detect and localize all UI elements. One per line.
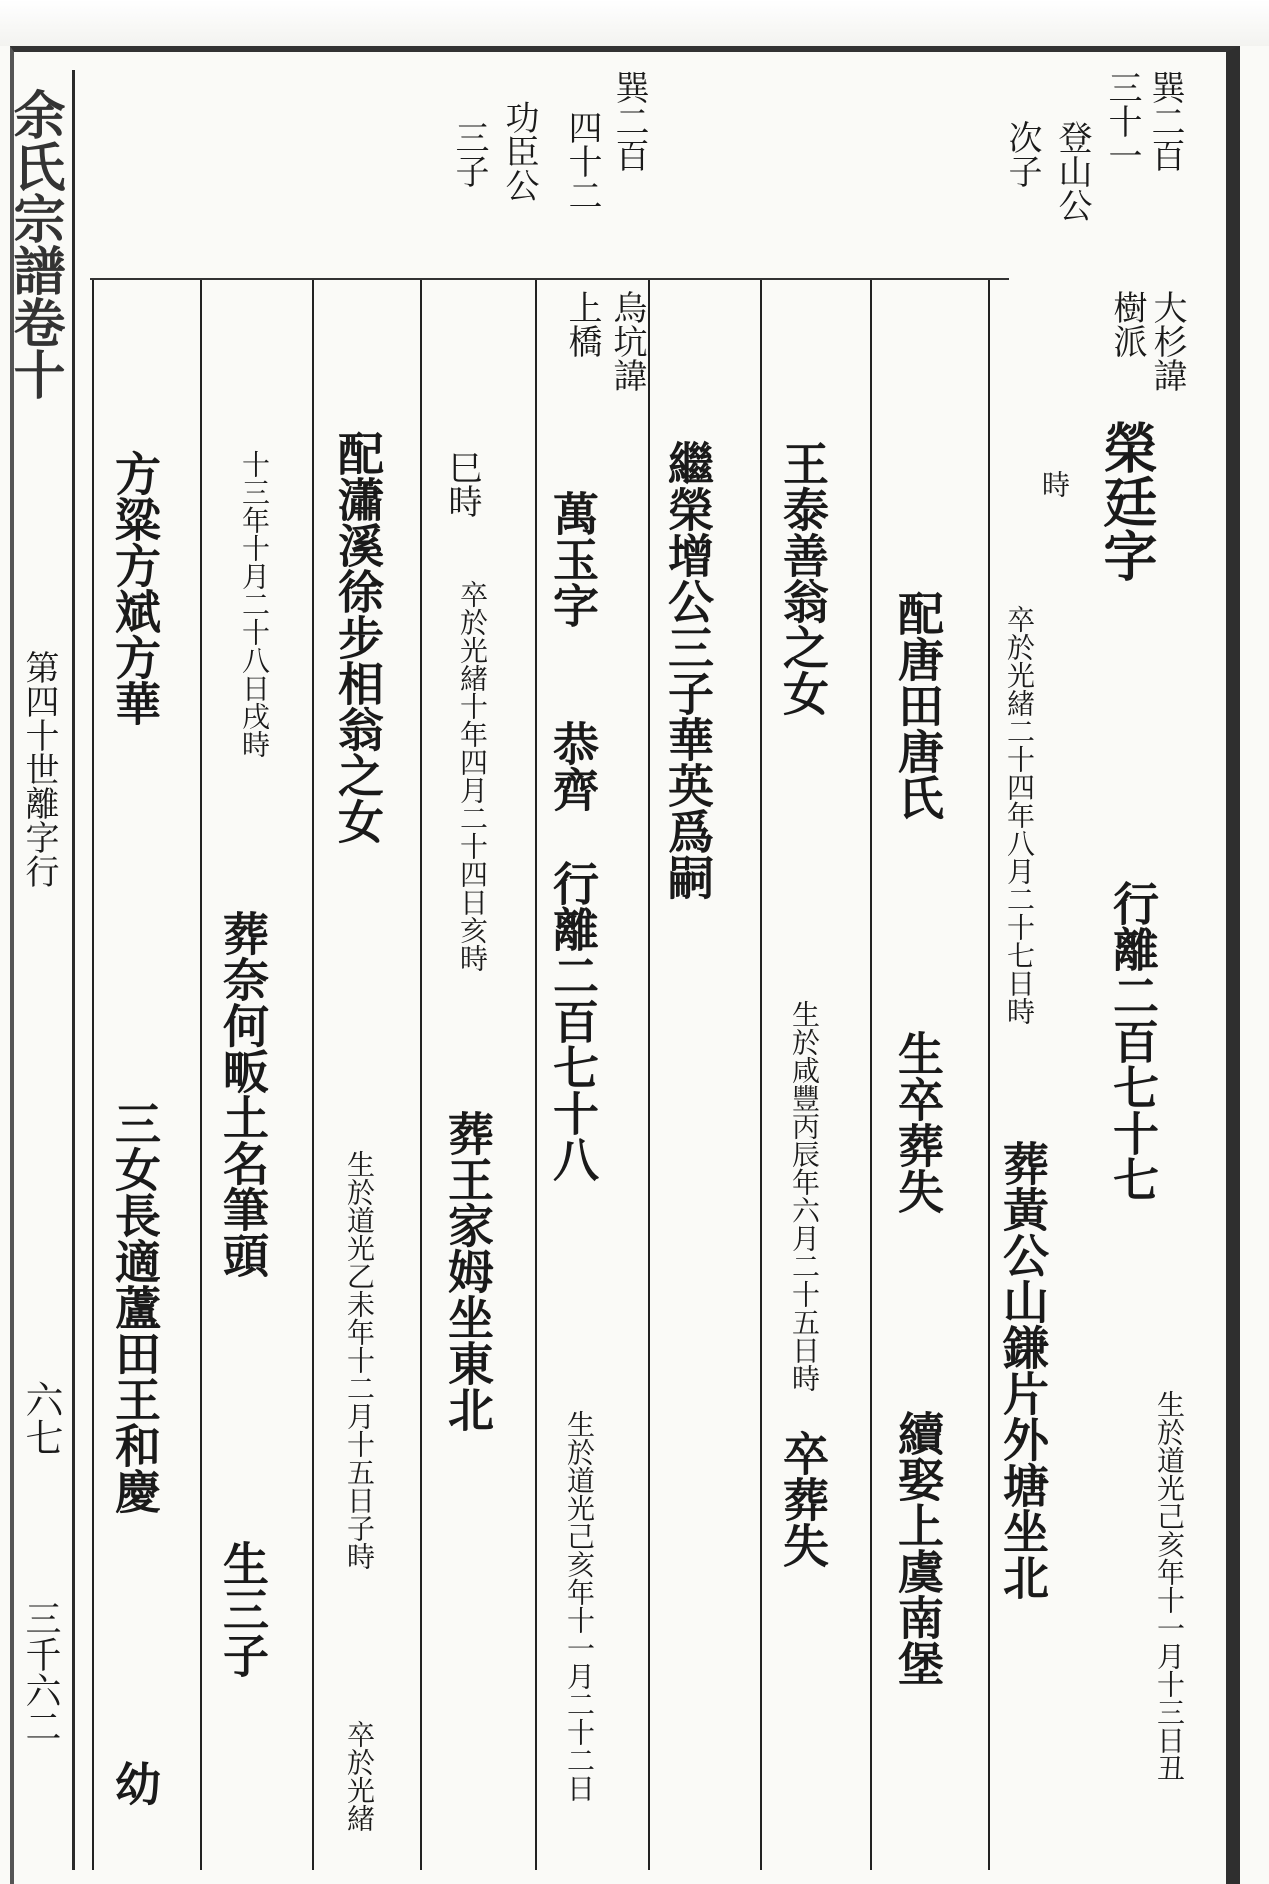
page-number: 六七 — [19, 1380, 63, 1456]
c6-row: 行離二百七十八 — [546, 860, 600, 1182]
c6-head: 烏坑諱 — [607, 290, 647, 392]
c1-birth: 生於道光己亥年十一月十三日丑 — [1153, 1390, 1186, 1782]
c1-head2: 樹派 — [1107, 290, 1147, 358]
top-rank-1b: 三十一 — [1102, 70, 1142, 172]
generation-label: 第四十世離字行 — [19, 650, 59, 888]
c9-sons: 生三子 — [216, 1540, 270, 1678]
c6-head2: 上橋 — [562, 290, 602, 358]
c4-death: 卒葬失 — [776, 1430, 830, 1568]
top-father-1: 登山公 — [1052, 120, 1092, 222]
c7-time: 巳時 — [442, 450, 482, 518]
c1-head: 大杉諱 — [1147, 290, 1187, 392]
col-divider-7 — [312, 280, 314, 1870]
c6-birth: 生於道光己亥年十一月二十二日 — [563, 1410, 596, 1802]
c2-burial: 葬黃公山鎌片外塘坐北 — [996, 1140, 1050, 1600]
c10-daughters: 三女長適蘆田王和慶 — [108, 1100, 162, 1514]
col-divider-3 — [760, 280, 762, 1870]
c10-young: 幼 — [108, 1760, 162, 1806]
c8-death: 卒於光緒 — [343, 1720, 376, 1832]
col-divider-4 — [648, 280, 650, 1870]
c1-name: 榮廷字 — [1095, 420, 1159, 582]
c9-burial: 葬奈何畈土名筆頭 — [216, 910, 270, 1278]
c8-spouse: 配瀟溪徐步相翁之女 — [331, 430, 385, 844]
col-divider-1 — [988, 280, 990, 1870]
c6-name: 萬玉字 — [546, 490, 600, 628]
top-rank-2b: 四十二 — [562, 110, 602, 212]
c3-life: 生卒葬失 — [891, 1030, 945, 1214]
top-father-2: 功臣公 — [499, 100, 539, 202]
col-divider-5 — [535, 280, 537, 1870]
c10-sons: 方粱方斌方華 — [108, 450, 162, 726]
top-order-1: 次子 — [1002, 120, 1042, 188]
col-divider-8 — [200, 280, 202, 1870]
top-order-2: 三子 — [449, 120, 489, 188]
c7-burial: 葬王家姆坐東北 — [441, 1110, 495, 1432]
c2-death: 卒於光緒二十四年八月二十七日時 — [1003, 605, 1036, 1025]
c2-time: 時 — [1038, 470, 1071, 498]
c9-death: 十三年十月二十八日戌時 — [238, 450, 271, 758]
col-divider-2 — [870, 280, 872, 1870]
col-divider-9 — [92, 280, 94, 1870]
c4-birth: 生於咸豐丙辰年六月二十五日時 — [788, 1000, 821, 1392]
c3-spouse: 配唐田唐氏 — [891, 590, 945, 820]
book-title: 余氏宗譜卷十 — [4, 88, 65, 400]
top-rank-2: 巽二百 — [609, 70, 649, 172]
c7-death: 卒於光緒十年四月二十四日亥時 — [456, 580, 489, 972]
c4-wife2: 王泰善翁之女 — [776, 440, 830, 716]
c5-heir: 繼榮增公三子華英爲嗣 — [661, 440, 715, 900]
col-divider-6 — [420, 280, 422, 1870]
top-margin — [0, 0, 1269, 46]
c3-remarry: 續娶上虞南堡 — [891, 1410, 945, 1686]
sequence-number: 三千六二 — [20, 1600, 61, 1744]
top-rank-1: 巽二百 — [1145, 70, 1185, 172]
c1-row: 行離二百七十七 — [1106, 880, 1160, 1202]
c8-birth: 生於道光乙未年十二月十五日子時 — [343, 1150, 376, 1570]
c6-courtesy: 恭齊 — [546, 720, 600, 812]
